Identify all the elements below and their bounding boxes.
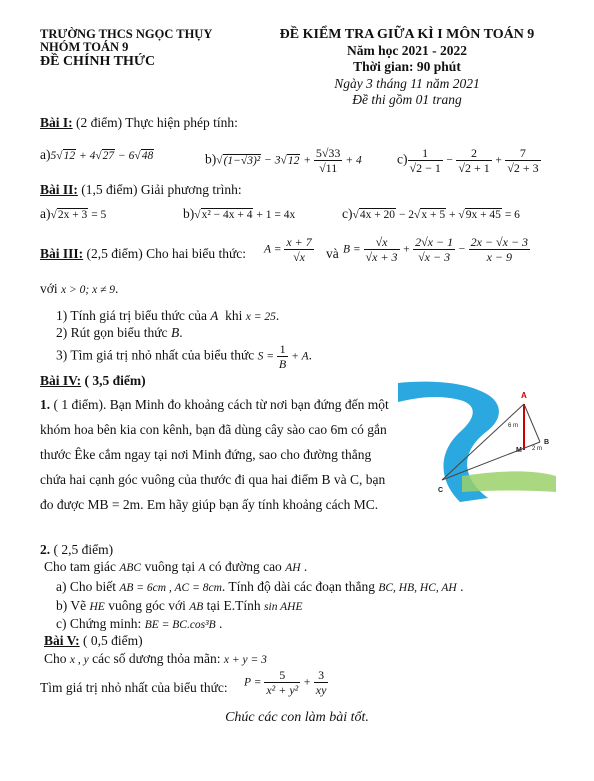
label-6m: 6 m bbox=[508, 423, 519, 429]
bai4-b-tail: tại E.Tính bbox=[206, 598, 261, 613]
bai5-line1a: Cho bbox=[44, 651, 67, 666]
bai4-part2 bbox=[40, 541, 113, 558]
bai1-b: b)√(1−√3)² − 3√12 + $\frac{5√33}{√11}$ + 4 bbox=[205, 146, 362, 175]
bai2-a-label: a) bbox=[40, 206, 51, 221]
bai1-c-frac3: $\frac{7}{√2 + 3}$ bbox=[507, 146, 539, 175]
bai3-a-frac: $\frac{x + 7}{√x}$ bbox=[286, 235, 312, 264]
bai4-b-mid: vuông góc với bbox=[108, 598, 186, 613]
bai4-p2-text: ( 2,5 điểm) bbox=[50, 542, 114, 557]
bai4-a-segs: BC, HB, HC, AH bbox=[378, 582, 457, 594]
bai4-tri: ABC bbox=[119, 562, 142, 574]
bai4-a-tail: . Tính độ dài các đoạn thẳng bbox=[221, 579, 375, 594]
bai3-expr-a: A = $\frac{x + 7}{√x}$ bbox=[264, 235, 312, 264]
school-name: TRƯỜNG THCS NGỌC THỤY bbox=[40, 27, 213, 41]
bai4-p2c: c) Chứng minh: BE = BC.cos³B . bbox=[56, 616, 223, 631]
bai5-frac1: $\frac{5}{\text{x² + y²}}$ bbox=[266, 668, 299, 697]
label-c: C bbox=[438, 487, 444, 494]
bai2-b-expr: √x² − 4x + 4 + 1 = 4x bbox=[194, 209, 296, 221]
bai4-heading bbox=[40, 372, 146, 389]
bai4-b-text: b) Vẽ bbox=[56, 598, 87, 613]
bai5-frac2: $\frac{3}{xy}$ bbox=[315, 668, 327, 697]
bai4-intro-a: Cho tam giác bbox=[44, 559, 116, 574]
bai4-b-he: HE bbox=[89, 601, 105, 613]
bai1-b-expr: √(1−√3)² − 3√12 + bbox=[216, 154, 314, 167]
bai1-b-frac: $\frac{5√33}{√11}$ bbox=[315, 146, 341, 175]
bai2-a-expr: √2x + 3 = 5 bbox=[50, 209, 107, 221]
bai3-cond: x > 0; x ≠ 9 bbox=[61, 284, 116, 296]
bai3-cond-prefix: với bbox=[40, 281, 58, 296]
bai3-text: (2,5 điểm) Cho hai biểu thức: bbox=[83, 246, 247, 261]
bai2-text: (1,5 điểm) Giải phương trình: bbox=[77, 182, 242, 197]
bai4-a-vals: AB = 6cm , AC = 8cm bbox=[119, 582, 222, 594]
bai4-p2b bbox=[56, 597, 303, 616]
bai2-a bbox=[40, 205, 106, 224]
bai1-a bbox=[40, 146, 154, 165]
bai5-line2-text: Tìm giá trị nhỏ nhất của biểu thức: bbox=[40, 680, 228, 695]
bai3-b-frac2: $\frac{2√x - 1}{√x - 3}$ bbox=[415, 235, 454, 264]
footer-message: Chúc các con làm bài tốt. bbox=[225, 710, 369, 725]
bai1-text: (2 điểm) Thực hiện phép tính: bbox=[72, 115, 238, 130]
bai3-b-frac1: $\frac{√x}{√x + 3}$ bbox=[365, 235, 398, 264]
line-ab bbox=[524, 404, 540, 442]
bai2-b bbox=[183, 205, 295, 224]
bai3-q2-text: 2) Rút gọn biểu thức bbox=[56, 325, 168, 340]
bai4-b-sin: sin AHE bbox=[264, 601, 303, 613]
label-2m: 2 m bbox=[532, 446, 543, 452]
bai4-label: Bài IV: bbox=[40, 373, 82, 388]
bai3-q1-val: x = 25 bbox=[245, 311, 276, 323]
bai3-q1-text: 1) Tính giá trị biểu thức của bbox=[56, 308, 208, 323]
bai4-p2-intro: Cho tam giác ABC vuông tại A có đường cao AH . bbox=[44, 559, 308, 574]
bai5-cond: x + y = 3 bbox=[223, 654, 267, 666]
grass-shape bbox=[462, 471, 556, 492]
bai4-part1 bbox=[40, 392, 392, 517]
bai5-expr: P = $\frac{5}{\text{x² + y²}}$ + $\frac{3}{xy}$ bbox=[244, 668, 327, 697]
bai3-and: và bbox=[326, 246, 339, 261]
exam-pages: Đề thi gồm 01 trang bbox=[352, 92, 462, 107]
bai4-p1-text: ( 1 điểm). Bạn Minh đo khoảng cách từ nơi bạn đứng đến một khóm hoa bên kia con kênh, bạn đã dùng cây sào cao 6m có gắn thước Êke cắm ngay tại nơi Minh đứng, sao cho đường thẳng chứa hai cạnh góc vuông của thước đi qua hai điểm B và C, bạn đo được MB = 2m. Em hãy giúp bạn ấy tính khoảng cách MC. bbox=[40, 397, 389, 512]
bai5-heading bbox=[44, 632, 143, 649]
bai4-text: ( 3,5 điểm) bbox=[81, 373, 146, 388]
bai4-b-ab: AB bbox=[189, 601, 204, 613]
bai4-p2a: a) Cho biết AB = 6cm , AC = 8cm. Tính độ dài các đoạn thẳng BC, HB, HC, AH . bbox=[56, 579, 464, 594]
bai3-heading bbox=[40, 245, 246, 262]
exam-date: Ngày 3 tháng 11 năm 2021 bbox=[334, 76, 480, 91]
bai2-heading bbox=[40, 181, 242, 198]
bai1-c: c) $\frac{1}{√2 - 1}$ − $\frac{2}{√2 + 1}$ + $\frac{7}{√2 + 3}$ bbox=[397, 146, 539, 175]
bai4-ah: AH bbox=[285, 562, 301, 574]
bai1-label: Bài I: bbox=[40, 115, 73, 130]
bai5-text: ( 0,5 điểm) bbox=[79, 633, 143, 648]
bai3-condition: với x > 0; x ≠ 9. bbox=[40, 281, 119, 296]
bai3-expr-b: B = $\frac{√x}{√x + 3}$ + $\frac{2√x - 1}{√x - 3}$ − $\frac{2x - √x - 3}{x - 9}$ bbox=[343, 235, 529, 264]
bai2-c-expr: √4x + 20 − 2√x + 5 + √9x + 45 = 6 bbox=[352, 209, 520, 221]
bai2-c-label: c) bbox=[342, 206, 353, 221]
label-b: B bbox=[544, 439, 550, 446]
bai4-p1-num: 1. bbox=[40, 397, 51, 412]
bai3-b-frac3: $\frac{2x - √x - 3}{x - 9}$ bbox=[470, 235, 529, 264]
label-m: M bbox=[516, 447, 522, 454]
bai4-c-eq: BE = BC.cos³B bbox=[144, 619, 216, 631]
bai1-heading bbox=[40, 114, 238, 131]
bai1-c-frac2: $\frac{2}{√2 + 1}$ bbox=[458, 146, 490, 175]
bai4-intro-c: có đường cao bbox=[208, 559, 282, 574]
bai5-line1b: các số dương thỏa mãn: bbox=[92, 651, 221, 666]
bai1-a-label: a) bbox=[40, 147, 51, 162]
label-a: A bbox=[521, 391, 527, 400]
bai5-line2 bbox=[40, 679, 228, 696]
bai4-c-text: c) Chứng minh: bbox=[56, 616, 142, 631]
bai2-c bbox=[342, 205, 520, 224]
bai3-q2: 2) Rút gọn biểu thức B. bbox=[56, 325, 183, 340]
bai2-b-label: b) bbox=[183, 206, 195, 221]
exam-duration: Thời gian: 90 phút bbox=[353, 59, 461, 74]
bai3-q3-text: 3) Tìm giá trị nhỏ nhất của biểu thức bbox=[56, 347, 255, 363]
bai5-vars: x , y bbox=[69, 654, 89, 666]
bai4-vertex-a: A bbox=[198, 562, 206, 574]
bai3-q2-var: B bbox=[170, 325, 180, 340]
canal-figure bbox=[398, 380, 558, 505]
official-label: ĐỀ CHÍNH THỨC bbox=[40, 54, 156, 69]
bai3-q1-tail: khi bbox=[225, 308, 243, 323]
bai5-line1 bbox=[44, 650, 267, 669]
exam-title: ĐỀ KIỂM TRA GIỮA KÌ I MÔN TOÁN 9 bbox=[279, 27, 535, 42]
bai1-b-label: b) bbox=[205, 151, 217, 167]
bai1-a-expr: 5√12 + 4√27 − 6√48 bbox=[50, 150, 154, 162]
bai3-q1: 1) Tính giá trị biểu thức của A khi x = 25. bbox=[56, 308, 280, 323]
bai1-c-label: c) bbox=[397, 151, 408, 167]
bai2-label: Bài II: bbox=[40, 182, 78, 197]
bai5-label: Bài V: bbox=[44, 633, 80, 648]
bai3-s-frac: $\frac{1}{B}$ bbox=[278, 342, 287, 371]
bai4-intro-b: vuông tại bbox=[144, 559, 196, 574]
bai4-a-text: a) Cho biết bbox=[56, 579, 116, 594]
bai3-label: Bài III: bbox=[40, 246, 84, 261]
bai3-q3: 3) Tìm giá trị nhỏ nhất của biểu thức S = $\frac{1}{B}$ + A. bbox=[56, 342, 312, 371]
bai4-p2-num: 2. bbox=[40, 542, 51, 557]
school-year: Năm học 2021 - 2022 bbox=[347, 43, 467, 58]
group-name: NHÓM TOÁN 9 bbox=[40, 40, 129, 54]
bai1-c-frac1: $\frac{1}{√2 - 1}$ bbox=[409, 146, 441, 175]
